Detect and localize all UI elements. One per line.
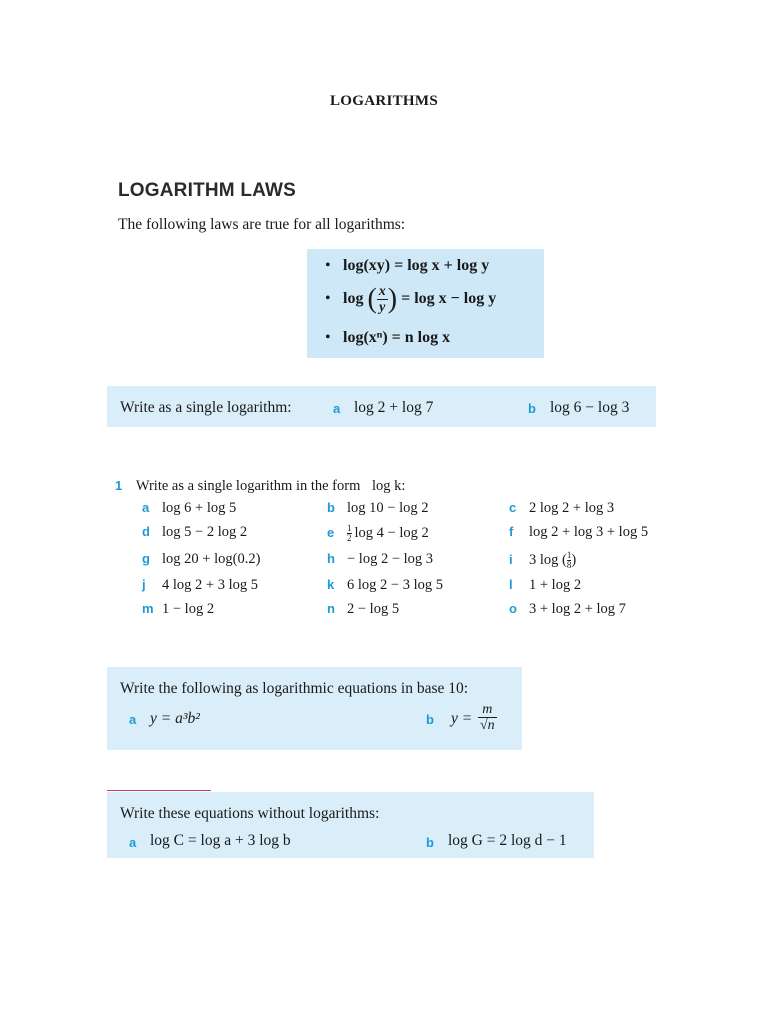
section-heading: LOGARITHM LAWS (118, 180, 297, 201)
item-expression: 1 − log 2 (162, 601, 215, 617)
intro-text: The following laws are true for all logarithms: (118, 216, 406, 233)
exercise-1-prompt-form: log k: (372, 478, 406, 494)
part-label: k (327, 577, 335, 592)
part-label: b (426, 712, 434, 727)
exercise-1-item-i (509, 551, 576, 570)
law-product (325, 257, 489, 275)
left-paren: ( (367, 283, 377, 315)
item-expression: log 10 − log 2 (347, 500, 429, 516)
half-fraction (347, 524, 352, 543)
item-expression: 2 − log 5 (347, 601, 400, 617)
exercise-1-item-m (142, 601, 214, 618)
example-log-equations-a: y = a³b² (150, 710, 200, 727)
part-label: h (327, 551, 335, 566)
part-label: b (528, 401, 536, 416)
exercise-1-item-k (327, 577, 443, 594)
divider (107, 790, 211, 791)
page-title: LOGARITHMS (329, 93, 438, 109)
law-power (325, 329, 450, 347)
law-power-text: log(xⁿ) = n log x (343, 329, 451, 346)
exercise-1-prompt-text: Write as a single logarithm in the form (135, 478, 361, 494)
law-quotient (325, 284, 496, 315)
law-product-text: log(xy) = log x + log y (343, 257, 490, 274)
right-paren: ) (571, 551, 577, 568)
bullet-icon: • (325, 257, 331, 274)
item-expression: log 6 + log 5 (162, 500, 237, 516)
part-label: c (509, 500, 517, 515)
item-expression: − log 2 − log 3 (347, 551, 434, 567)
exercise-1-item-o (509, 601, 626, 618)
part-label: e (327, 524, 335, 540)
law-quotient-fraction (377, 284, 388, 315)
part-label: i (509, 551, 513, 567)
exercise-1-item-l (509, 577, 581, 594)
exercise-1-item-c (509, 500, 614, 517)
part-label: f (509, 524, 514, 539)
part-label: b (327, 500, 335, 515)
exercise-1-item-b (327, 500, 429, 517)
part-label: o (509, 601, 517, 616)
example-no-logs-box (107, 792, 594, 858)
part-label: n (327, 601, 335, 616)
question-number: 1 (115, 478, 123, 493)
exercise-1-item-n (327, 601, 399, 618)
part-label: a (142, 500, 150, 515)
part-label: l (509, 577, 513, 592)
example-single-log-b: log 6 − log 3 (550, 399, 630, 416)
example-single-log-a: log 2 + log 7 (354, 399, 434, 416)
example-log-equations-prompt: Write the following as logarithmic equations in base 10: (120, 680, 469, 697)
fraction-denominator: 2 (347, 533, 352, 543)
item-expression: log 4 − log 2 (354, 524, 429, 541)
exercise-1-item-j (142, 577, 258, 594)
law-quotient-log: log (343, 290, 364, 308)
fraction-denominator: y (379, 300, 386, 315)
exercise-1-item-a (142, 500, 236, 517)
part-label: m (142, 601, 154, 616)
item-expression: 3 log ( (529, 551, 567, 568)
exercise-1-item-g (142, 551, 260, 568)
example-no-logs-a: log C = log a + 3 log b (150, 832, 291, 849)
fraction-numerator: 1 (566, 550, 572, 560)
part-label: a (129, 835, 137, 850)
fraction-numerator: x (378, 284, 386, 299)
bullet-icon: • (325, 290, 331, 308)
laws-box (307, 249, 544, 358)
right-paren: ) (387, 283, 398, 315)
exercise-1-prompt (115, 478, 405, 495)
example-log-equations-b-fraction (478, 702, 497, 733)
part-label: j (142, 577, 146, 592)
bullet-icon: • (325, 329, 331, 346)
law-quotient-rhs: = log x − log y (401, 290, 497, 308)
fraction-numerator: 1 (347, 523, 352, 533)
fraction-denominator: 8 (566, 560, 572, 570)
exercise-1-item-e (327, 524, 429, 543)
fraction-numerator: m (478, 702, 497, 718)
item-expression: 1 + log 2 (529, 577, 582, 593)
example-single-log-prompt: Write as a single logarithm: (120, 399, 292, 416)
item-expression: 3 + log 2 + log 7 (529, 601, 626, 617)
exercise-1-item-f (509, 524, 648, 541)
example-log-equations-box (107, 667, 522, 750)
part-label: g (142, 551, 150, 566)
example-no-logs-b: log G = 2 log d − 1 (448, 832, 567, 849)
part-label: a (129, 712, 137, 727)
item-expression: log 5 − 2 log 2 (162, 524, 248, 540)
exercise-1-item-h (327, 551, 433, 568)
item-expression: 2 log 2 + log 3 (529, 500, 615, 516)
fraction-denominator: √n (480, 718, 495, 733)
part-label: a (333, 401, 341, 416)
example-single-log-box (107, 386, 656, 427)
part-label: b (426, 835, 434, 850)
exercise-1-item-d (142, 524, 247, 541)
item-expression: log 2 + log 3 + log 5 (529, 524, 649, 540)
part-label: d (142, 524, 150, 539)
example-log-equations-b-lhs: y = (451, 710, 473, 727)
item-expression: 6 log 2 − 3 log 5 (347, 577, 443, 593)
item-expression: log 20 + log(0.2) (162, 551, 261, 567)
item-expression: 4 log 2 + 3 log 5 (162, 577, 258, 593)
example-no-logs-prompt: Write these equations without logarithms: (120, 805, 380, 822)
